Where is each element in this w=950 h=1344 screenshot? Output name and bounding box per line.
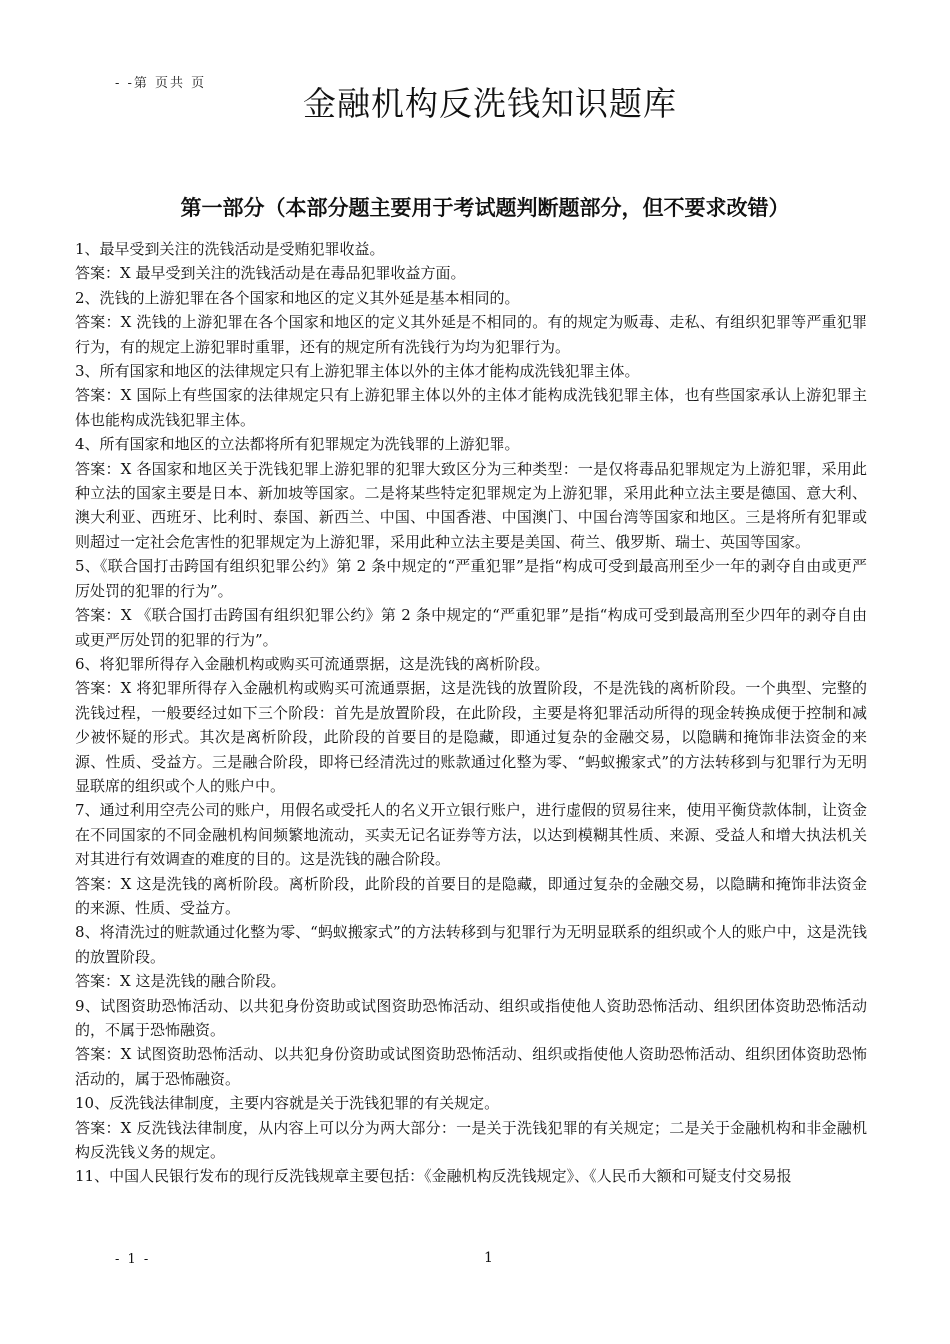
question-2: 2、洗钱的上游犯罪在各个国家和地区的定义其外延是基本相同的。 — [75, 288, 520, 307]
answer-7: 答案：X 这是洗钱的离析阶段。离析阶段，此阶段的首要目的是隐藏，即通过复杂的金融交易，以隐瞒和掩饰非法资金的来源、性质、受益方。 — [75, 874, 867, 917]
question-10: 10、反洗钱法律制度，主要内容就是关于洗钱犯罪的有关规定。 — [75, 1094, 500, 1113]
document-body — [75, 237, 867, 1189]
footer-page-number: 1 — [484, 1250, 493, 1266]
question-9: 9、试图资助恐怖活动、以共犯身份资助或试图资助恐怖活动、组织或指使他人资助恐怖活动、组织团体资助恐怖活动的，不属于恐怖融资。 — [75, 996, 867, 1039]
question-3: 3、所有国家和地区的法律规定只有上游犯罪主体以外的主体才能构成洗钱犯罪主体。 — [75, 362, 640, 381]
header-page-label: - -第 页共 页 — [115, 76, 207, 91]
footer-page-marker: - 1 - — [115, 1252, 151, 1267]
question-6: 6、将犯罪所得存入金融机构或购买可流通票据，这是洗钱的离析阶段。 — [75, 654, 550, 673]
question-1: 1、最早受到关注的洗钱活动是受贿犯罪收益。 — [75, 240, 385, 258]
question-7: 7、通过利用空壳公司的账户，用假名或受托人的名义开立银行账户，进行虚假的贸易往来，使用平衡贷款体制，让资金在不同国家的不同金融机构间频繁地流动，买卖无记名证券等方法，以达到模糊其性质、来源、受益人和增大执法机关对其进行有效调查的难度的目的。这是洗钱的融合阶段。 — [75, 801, 867, 869]
answer-8: 答案：X 这是洗钱的融合阶段。 — [75, 972, 286, 991]
answer-5: 答案：X 《联合国打击跨国有组织犯罪公约》第 2 条中规定的“严重犯罪”是指“构成可受到最高刑至少四年的剥夺自由或更严厉处罚的犯罪的行为”。 — [75, 606, 867, 649]
section-title: 第一部分（本部分题主要用于考试题判断题部分，但不要求改错） — [180, 196, 790, 220]
answer-1: 答案：X 最早受到关注的洗钱活动是在毒品犯罪收益方面。 — [75, 264, 466, 283]
answer-6: 答案：X 将犯罪所得存入金融机构或购买可流通票据，这是洗钱的放置阶段，不是洗钱的离析阶段。一个典型、完整的洗钱过程，一般要经过如下三个阶段：首先是放置阶段，在此阶段，主要是将犯罪活动所得的现金转换成便于控制和减少被怀疑的形式。其次是离析阶段，此阶段的首要目的是隐藏，即通过复杂的金融交易，以隐瞒和掩饰非法资金的来源、性质、受益方。三是融合阶段，即将已经清洗过的账款通过化整为零、“蚂蚁搬家式”的方法转移到与犯罪行为无明显联席的组织或个人的账户中。 — [75, 679, 867, 795]
question-5: 5、《联合国打击跨国有组织犯罪公约》第 2 条中规定的“严重犯罪”是指“构成可受到最高刑至少一年的剥夺自由或更严厉处罚的犯罪的行为”。 — [75, 557, 867, 600]
question-4: 4、所有国家和地区的立法都将所有犯罪规定为洗钱罪的上游犯罪。 — [75, 435, 520, 454]
answer-4: 答案：X 各国家和地区关于洗钱犯罪上游犯罪的犯罪大致区分为三种类型：一是仅将毒品犯罪规定为上游犯罪，采用此种立法的国家主要是日本、新加坡等国家。二是将某些特定犯罪规定为上游犯罪，采用此种立法主要是德国、意大利、澳大利亚、西班牙、比利时、泰国、新西兰、中国、中国香港、中国澳门、中国台湾等国家和地区。三是将所有犯罪或则超过一定社会危害性的犯罪规定为上游犯罪，采用此种立法主要是美国、荷兰、俄罗斯、瑞士、英国等国家。 — [75, 459, 867, 551]
question-8: 8、将清洗过的赃款通过化整为零、“蚂蚁搬家式”的方法转移到与犯罪行为无明显联系的组织或个人的账户中，这是洗钱的放置阶段。 — [75, 923, 867, 966]
answer-9: 答案：X 试图资助恐怖活动、以共犯身份资助或试图资助恐怖活动、组织或指使他人资助恐怖活动、组织团体资助恐怖活动的，属于恐怖融资。 — [75, 1045, 867, 1088]
answer-10: 答案：X 反洗钱法律制度，从内容上可以分为两大部分：一是关于洗钱犯罪的有关规定；二是关于金融机构和非金融机构反洗钱义务的规定。 — [75, 1118, 867, 1162]
answer-2: 答案：X 洗钱的上游犯罪在各个国家和地区的定义其外延是不相同的。有的规定为贩毒、走私、有组织犯罪等严重犯罪行为，有的规定上游犯罪时重罪，还有的规定所有洗钱行为均为犯罪行为。 — [75, 313, 867, 356]
question-11: 11、中国人民银行发布的现行反洗钱规章主要包括：《金融机构反洗钱规定》、《人民币大额和可疑支付交易报 — [75, 1167, 792, 1186]
document-title: 金融机构反洗钱知识题库 — [303, 84, 677, 123]
answer-3: 答案：X 国际上有些国家的法律规定只有上游犯罪主体以外的主体才能构成洗钱犯罪主体，也有些国家承认上游犯罪主体也能构成洗钱犯罪主体。 — [75, 386, 867, 429]
